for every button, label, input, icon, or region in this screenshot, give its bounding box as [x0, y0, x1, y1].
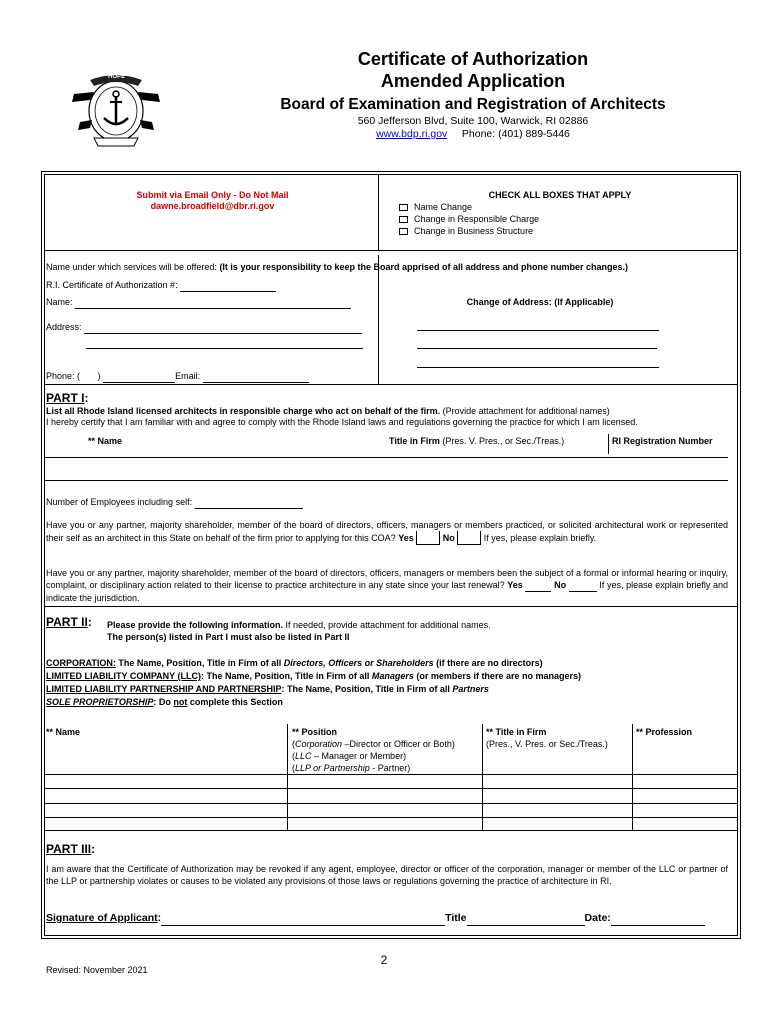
part2-row-line-3[interactable]: [44, 803, 738, 804]
form-title: Certificate of Authorization: [357, 49, 589, 69]
llp-label: LIMITED LIABILITY PARTNERSHIP AND PARTNERSHIP: [46, 684, 282, 694]
email-line[interactable]: [203, 371, 309, 383]
top-section-rule: [44, 250, 738, 251]
top-divider: [378, 174, 379, 250]
q2-no-label: No: [554, 580, 567, 590]
part2-heading-text: PART II: [46, 615, 88, 629]
pos-corp-italic: Corporation: [295, 739, 343, 749]
part1-certify: I hereby certify that I am familiar with and agree to comply with the Rhode Island laws and regulations governing the practice for which I am licensed.: [46, 417, 638, 427]
q1-yes-box[interactable]: [416, 531, 440, 545]
part1-row-line-2[interactable]: [44, 480, 728, 481]
services-line: [46, 262, 628, 273]
seal-text: HOPE: [108, 74, 126, 80]
address-field[interactable]: [46, 322, 362, 334]
llc-text: : The Name, Position, Title in Firm of all: [201, 671, 370, 681]
corp-italic: Directors, Officers or Shareholders: [283, 658, 434, 668]
phone-line[interactable]: [103, 371, 175, 383]
checkbox-box[interactable]: [399, 204, 408, 211]
corporation-line: [46, 658, 543, 669]
sole-text: : Do: [153, 697, 171, 707]
part1-question-1: [46, 519, 728, 545]
part2-row-line-1[interactable]: [44, 774, 738, 775]
cert-number-label: R.I. Certificate of Authorization #:: [46, 280, 178, 290]
submit-email[interactable]: dawne.broadfield@dbr.ri.gov: [150, 201, 275, 211]
sole-not: not: [173, 697, 188, 707]
new-address-line-2[interactable]: [417, 348, 657, 349]
contact-line: [250, 128, 696, 141]
sole-line: [46, 697, 283, 708]
state-seal: [70, 72, 162, 150]
llc-label: LIMITED LIABILITY COMPANY (LLC): [46, 671, 201, 681]
title-field[interactable]: [467, 911, 585, 926]
part2-heading: [46, 615, 92, 629]
part2-col-title: ** Title in Firm: [486, 727, 547, 737]
part1-colon: :: [84, 391, 89, 405]
part2-instruction: [107, 620, 491, 631]
checkbox-label: Change in Responsible Charge: [414, 214, 540, 224]
cert-number-line[interactable]: [180, 280, 276, 292]
revised-date: Revised: November 2021: [46, 965, 148, 975]
checkbox-box[interactable]: [399, 216, 408, 223]
part2-provide-note: If needed, provide attachment for additional names.: [285, 620, 491, 630]
website-link[interactable]: www.bdp.ri.gov: [376, 128, 448, 140]
email-label: Email:: [175, 371, 201, 381]
q1-no-box[interactable]: [457, 531, 481, 545]
signature-line[interactable]: [46, 911, 705, 926]
checkbox-label: Change in Business Structure: [414, 226, 534, 236]
board-address: 560 Jefferson Blvd, Suite 100, Warwick, RI 02886: [357, 115, 589, 127]
part1-question-2: [46, 567, 728, 604]
llc-tail: (or members if there are no managers): [416, 671, 581, 681]
part1-col-title-label: Title in Firm: [389, 436, 440, 446]
part1-heading: [46, 391, 88, 405]
part1-col-divider: [608, 434, 609, 454]
employees-label: Number of Employees including self:: [46, 497, 193, 507]
services-label: Name under which services will be offered:: [46, 262, 217, 272]
address-line-2[interactable]: [86, 348, 363, 349]
address-line-1[interactable]: [84, 322, 362, 334]
part2-provide-bold: Please provide the following information.: [107, 620, 284, 630]
sole-label: SOLE PROPRIETORSHIP: [46, 697, 154, 707]
part2-col-div-3: [632, 724, 633, 830]
pos-llc-rest: – Manager or Member): [314, 751, 407, 761]
position-llc: (LLC – Manager or Member): [292, 751, 407, 761]
position-corp: (Corporation –Director or Officer or Both): [292, 739, 455, 749]
phone-email-field[interactable]: [46, 371, 309, 383]
part2-colon: :: [87, 615, 92, 629]
new-address-line-3[interactable]: [417, 367, 659, 368]
part3-text: I am aware that the Certificate of Authorization may be revoked if any agent, employee, director or officer of the corporation, manager or member of the LLC or partner of the LLP or partnership violates or causes to be violated any provisions of those laws or regulations governing the practice of architecture in RI.: [46, 864, 728, 886]
sole-tail: complete this Section: [189, 697, 283, 707]
llc-line: [46, 671, 581, 682]
llc-italic: Managers: [371, 671, 414, 681]
position-llp: (LLP or Partnership - Partner): [292, 763, 411, 773]
phone-close: ): [97, 371, 101, 381]
part1-section-rule: [44, 606, 738, 607]
submit-instruction: Submit via Email Only - Do Not Mail: [136, 190, 289, 200]
part2-col-title-note: (Pres., V. Pres. or Sec./Treas.): [486, 739, 608, 749]
part1-col-title: [389, 436, 564, 447]
checkbox-responsible-charge[interactable]: [399, 214, 539, 225]
phone-number: Phone: (401) 889-5446: [461, 128, 570, 140]
employees-field[interactable]: [46, 497, 303, 509]
address-label: Address:: [46, 322, 82, 332]
part2-col-position: ** Position: [292, 727, 338, 737]
form-subtitle: Amended Application: [380, 71, 566, 91]
date-field[interactable]: [611, 911, 705, 926]
q1-yes-label: Yes: [398, 533, 414, 543]
corp-label: CORPORATION:: [46, 658, 116, 668]
part1-table-left: [44, 457, 45, 480]
q2-text: Have you or any partner, majority shareholder, member of the board of directors, officers, managers or members been the subject of a formal or informal hearing or inquiry, complaint, or disciplinary action related to their license to practice architecture in any state since your last renewal?: [46, 568, 728, 590]
q2-explain: If yes, please explain briefly and indicate the jurisdiction.: [46, 580, 728, 603]
signature-colon: :: [157, 912, 162, 924]
pos-llp-italic: LLP or Partnership: [295, 763, 370, 773]
employees-line[interactable]: [195, 497, 303, 509]
board-name: Board of Examination and Registration of Architects: [280, 96, 666, 113]
name-line[interactable]: [75, 297, 351, 309]
part3-heading-text: PART III: [46, 842, 92, 856]
services-note: (It is your responsibility to keep the Board apprised of all address and phone number changes.): [219, 262, 629, 272]
name-field[interactable]: [46, 297, 351, 309]
llp-line: [46, 684, 489, 695]
pos-llp-rest: - Partner): [372, 763, 411, 773]
q2-no-line[interactable]: [569, 579, 597, 592]
checkbox-name-change[interactable]: [399, 202, 472, 213]
signature-label: Signature of Applicant: [46, 912, 158, 924]
part1-col-reg: RI Registration Number: [612, 436, 713, 446]
part1-heading-text: PART I: [46, 391, 85, 405]
part2-row-line-4[interactable]: [44, 817, 738, 818]
part2-col-div-2: [482, 724, 483, 830]
pos-corp-rest: –Director or Officer or Both): [344, 739, 455, 749]
part1-list-note: (Provide attachment for additional names): [442, 406, 610, 416]
signature-field[interactable]: [161, 911, 445, 926]
contact-section-rule: [44, 384, 738, 385]
q1-text: Have you or any partner, majority shareholder, member of the board of directors, officers, managers or members practiced, or solicited architectural work or represented their self as an architect in this State on behalf of the firm prior to applying for this COA?: [46, 520, 728, 543]
phone-label: Phone: (: [46, 371, 81, 381]
part3-heading: [46, 842, 95, 856]
cert-number-field[interactable]: [46, 280, 276, 292]
part3-colon: :: [91, 842, 96, 856]
change-address-heading: Change of Address: (If Applicable): [466, 297, 614, 307]
part1-row-line-1[interactable]: [44, 457, 728, 458]
new-address-line-1[interactable]: [417, 330, 659, 331]
q2-yes-line[interactable]: [525, 579, 551, 592]
part1-list-bold: List all Rhode Island licensed architects in responsible charge who act on behalf of the firm.: [46, 406, 441, 416]
part1-col-name: ** Name: [88, 436, 123, 446]
pos-llc-italic: LLC: [295, 751, 312, 761]
corp-text: The Name, Position, Title in Firm of all: [118, 658, 282, 668]
title-label: Title: [445, 912, 467, 924]
part1-list-instruction: [46, 406, 610, 417]
name-label: Name:: [46, 297, 73, 307]
part2-row-line-2[interactable]: [44, 788, 738, 789]
q1-no-label: No: [442, 533, 455, 543]
llp-text: : The Name, Position, Title in Firm of all: [281, 684, 450, 694]
corp-tail: (if there are no directors): [436, 658, 543, 668]
llp-italic: Partners: [452, 684, 489, 694]
part1-col-title-note: (Pres. V. Pres., or Sec./Treas.): [442, 436, 565, 446]
part2-section-rule: [44, 830, 738, 831]
checkbox-heading: CHECK ALL BOXES THAT APPLY: [488, 190, 632, 200]
page-number: 2: [380, 953, 388, 967]
contact-divider: [378, 255, 379, 384]
q1-explain: If yes, please explain briefly.: [483, 533, 597, 543]
part2-col-div-1: [287, 724, 288, 830]
part2-col-profession: ** Profession: [636, 727, 693, 737]
q2-yes-label: Yes: [507, 580, 523, 590]
checkbox-box[interactable]: [399, 228, 408, 235]
part2-must: The person(s) listed in Part I must also be listed in Part II: [107, 632, 350, 642]
date-label: Date:: [584, 912, 611, 924]
checkbox-business-structure[interactable]: [399, 226, 533, 237]
part2-col-name: ** Name: [46, 727, 81, 737]
checkbox-label: Name Change: [414, 202, 473, 212]
